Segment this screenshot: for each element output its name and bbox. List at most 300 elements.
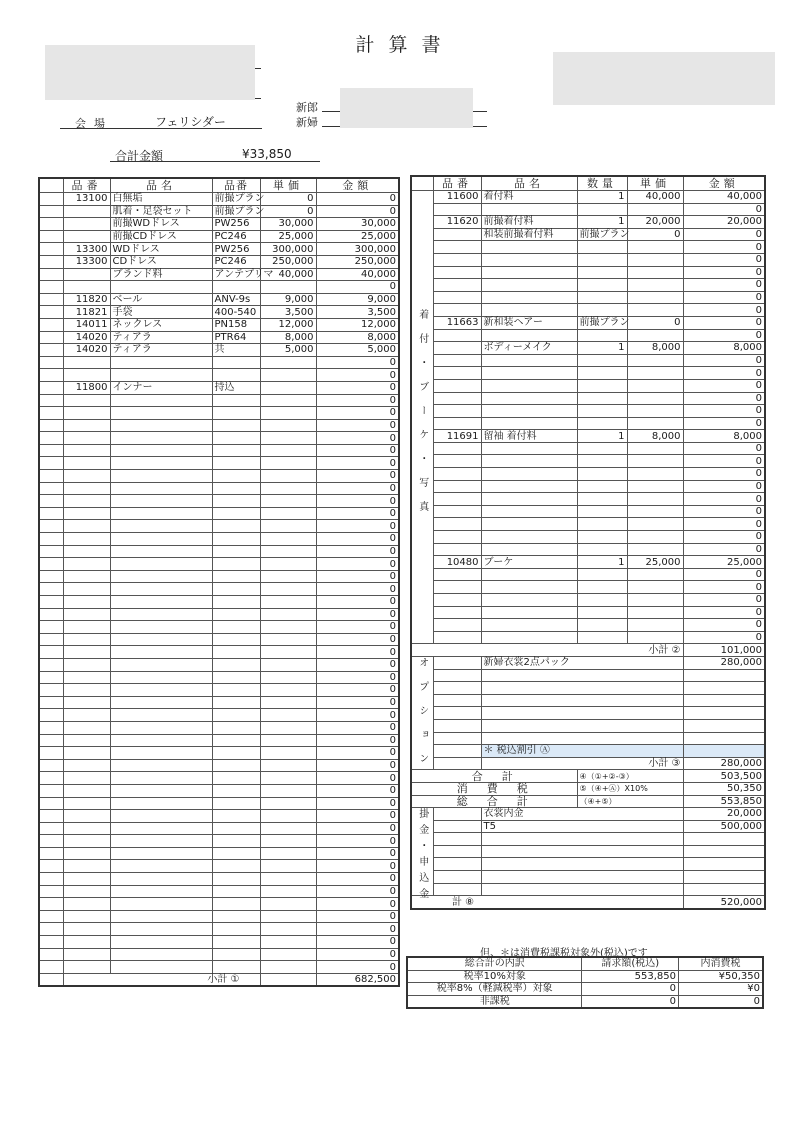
amount: 0	[316, 432, 399, 445]
unit-price	[260, 658, 316, 671]
amount: 0	[316, 898, 399, 911]
item-model	[212, 356, 260, 369]
amount: 9,000	[316, 293, 399, 306]
deposit-value: 500,000	[683, 820, 765, 833]
item-model	[212, 457, 260, 470]
item-code: 11600	[433, 191, 481, 204]
unit-price	[260, 596, 316, 609]
row-margin	[39, 646, 63, 659]
amount: 0	[316, 193, 399, 206]
item-name: 前撮CDドレス	[110, 230, 212, 243]
left-header-blank	[39, 178, 63, 193]
item-code	[63, 734, 110, 747]
item-model: PC246	[212, 255, 260, 268]
unit-price	[627, 518, 683, 531]
item-code	[63, 205, 110, 218]
item-code	[63, 810, 110, 823]
table-row	[411, 732, 765, 745]
right-header-amount: 金額	[683, 176, 765, 191]
unit-price	[260, 646, 316, 659]
item-qty	[577, 594, 627, 607]
amount: 0	[316, 356, 399, 369]
unit-price	[260, 558, 316, 571]
item-code	[63, 570, 110, 583]
item-qty	[577, 291, 627, 304]
table-row	[39, 873, 399, 886]
item-name	[110, 432, 212, 445]
table-row	[39, 961, 399, 974]
table-row	[39, 470, 399, 483]
item-model	[212, 784, 260, 797]
unit-price	[627, 631, 683, 644]
item-code	[63, 671, 110, 684]
item-name: CDドレス	[110, 255, 212, 268]
item-code	[63, 860, 110, 873]
unit-price	[260, 759, 316, 772]
item-qty	[577, 505, 627, 518]
item-name: 手袋	[110, 306, 212, 319]
table-row	[411, 644, 765, 657]
option-item-name: 新婦衣裳2点パック	[481, 656, 683, 669]
deposit-total-label: 計 ⑧	[411, 896, 683, 909]
deposit-name: 衣裳内金	[481, 808, 683, 821]
table-row	[39, 306, 399, 319]
table-row	[39, 381, 399, 394]
item-code	[63, 495, 110, 508]
item-name: ネックレス	[110, 318, 212, 331]
item-name: ベール	[110, 293, 212, 306]
row-margin	[39, 860, 63, 873]
sum-label: 合 計	[411, 770, 577, 783]
row-margin	[39, 344, 63, 357]
row-margin	[39, 495, 63, 508]
deposit-name	[481, 858, 683, 871]
left-header-price: 単価	[260, 178, 316, 193]
unit-price	[627, 304, 683, 317]
item-code	[63, 709, 110, 722]
item-name: WDドレス	[110, 243, 212, 256]
right-header-name: 品名	[481, 176, 577, 191]
deposit-value	[683, 845, 765, 858]
amount: 0	[316, 621, 399, 634]
amount: 0	[316, 948, 399, 961]
amount: 0	[316, 457, 399, 470]
item-code	[433, 442, 481, 455]
option-code	[433, 682, 481, 695]
table-row	[39, 923, 399, 936]
item-code	[433, 468, 481, 481]
amount: 0	[683, 568, 765, 581]
table-row	[411, 543, 765, 556]
amount: 0	[683, 594, 765, 607]
table-row	[39, 419, 399, 432]
unit-price: 8,000	[260, 331, 316, 344]
item-code	[433, 631, 481, 644]
item-qty	[577, 392, 627, 405]
unit-price	[627, 568, 683, 581]
item-name	[481, 417, 577, 430]
item-qty	[577, 468, 627, 481]
item-code	[433, 241, 481, 254]
total-amount-line	[110, 161, 320, 162]
deposit-total-value: 520,000	[683, 896, 765, 909]
table-row	[39, 444, 399, 457]
item-model	[212, 873, 260, 886]
unit-price: 3,500	[260, 306, 316, 319]
right-header-row	[411, 176, 765, 191]
unit-price	[627, 543, 683, 556]
table-row	[411, 417, 765, 430]
amount: 0	[683, 581, 765, 594]
item-code	[63, 721, 110, 734]
deposit-name	[481, 883, 683, 896]
total-amount-value: ¥33,850	[242, 147, 292, 161]
item-code: 11691	[433, 430, 481, 443]
unit-price	[627, 442, 683, 455]
row-margin	[39, 558, 63, 571]
item-qty	[577, 631, 627, 644]
unit-price: 9,000	[260, 293, 316, 306]
item-code	[63, 520, 110, 533]
item-code: 14011	[63, 318, 110, 331]
option-item-value	[683, 719, 765, 732]
row-margin	[39, 747, 63, 760]
unit-price	[260, 407, 316, 420]
amount: 0	[316, 570, 399, 583]
row-margin	[39, 621, 63, 634]
table-row	[411, 228, 765, 241]
table-row	[411, 505, 765, 518]
option-item-name	[481, 669, 683, 682]
unit-price	[627, 241, 683, 254]
item-model: ANV-9s	[212, 293, 260, 306]
item-name	[110, 810, 212, 823]
unit-price	[260, 495, 316, 508]
row-margin	[39, 545, 63, 558]
item-model: PTR64	[212, 331, 260, 344]
item-model	[212, 533, 260, 546]
table-row	[39, 318, 399, 331]
table-row	[411, 253, 765, 266]
amount: 0	[316, 646, 399, 659]
item-name	[481, 631, 577, 644]
item-code	[63, 407, 110, 420]
item-model	[212, 936, 260, 949]
amount: 25,000	[316, 230, 399, 243]
item-model	[212, 671, 260, 684]
table-row	[39, 482, 399, 495]
amount: 0	[683, 480, 765, 493]
amount: 0	[683, 329, 765, 342]
item-qty	[577, 279, 627, 292]
item-model	[212, 281, 260, 294]
item-name	[110, 507, 212, 520]
table-row	[411, 203, 765, 216]
amount: 0	[316, 873, 399, 886]
table-row	[411, 316, 765, 329]
amount: 0	[683, 417, 765, 430]
table-row	[411, 304, 765, 317]
table-row	[411, 581, 765, 594]
row-margin	[39, 218, 63, 231]
unit-price	[627, 468, 683, 481]
venue-value: フェリシダー	[155, 115, 226, 129]
table-row	[411, 871, 765, 884]
unit-price: 0	[627, 316, 683, 329]
table-row	[39, 885, 399, 898]
customer-underline-2	[255, 98, 261, 99]
item-name	[110, 407, 212, 420]
amount: 0	[316, 822, 399, 835]
unit-price	[260, 583, 316, 596]
item-name	[110, 784, 212, 797]
unit-price	[260, 457, 316, 470]
item-name	[110, 923, 212, 936]
item-code	[433, 568, 481, 581]
amount: 0	[683, 253, 765, 266]
option-code	[433, 745, 481, 758]
right-header-qty: 数量	[577, 176, 627, 191]
table-row	[411, 782, 765, 795]
deposit-code	[433, 820, 481, 833]
item-code	[63, 873, 110, 886]
item-model: PC246	[212, 230, 260, 243]
item-name: 和装前撮着付料	[481, 228, 577, 241]
unit-price	[260, 671, 316, 684]
unit-price	[627, 505, 683, 518]
deposit-code	[433, 883, 481, 896]
table-row	[39, 255, 399, 268]
unit-price	[260, 533, 316, 546]
amount: 0	[316, 847, 399, 860]
unit-price	[260, 444, 316, 457]
item-model	[212, 407, 260, 420]
item-model	[212, 419, 260, 432]
item-qty	[577, 493, 627, 506]
table-row	[39, 369, 399, 382]
redacted-customer-block	[45, 45, 255, 100]
unit-price	[260, 419, 316, 432]
amount: 0	[316, 772, 399, 785]
item-code	[63, 658, 110, 671]
item-code: 11663	[433, 316, 481, 329]
item-name	[481, 367, 577, 380]
table-row	[39, 218, 399, 231]
item-name	[110, 457, 212, 470]
row-margin	[39, 193, 63, 206]
amount: 0	[683, 354, 765, 367]
item-code	[63, 621, 110, 634]
item-model	[212, 658, 260, 671]
item-code	[63, 583, 110, 596]
breakdown-header-label: 総合計の内訳	[407, 957, 582, 970]
item-code: 11620	[433, 216, 481, 229]
row-margin	[39, 306, 63, 319]
unit-price	[260, 885, 316, 898]
amount: 0	[683, 493, 765, 506]
unit-price	[627, 619, 683, 632]
item-code	[63, 885, 110, 898]
unit-price	[260, 784, 316, 797]
item-name	[110, 835, 212, 848]
item-model: アンテプリマ	[212, 268, 260, 281]
table-row	[39, 608, 399, 621]
venue-line	[60, 128, 262, 129]
table-row	[39, 835, 399, 848]
row-margin	[39, 331, 63, 344]
item-name	[110, 583, 212, 596]
breakdown-row: 税率8%（軽減税率）対象 0 ¥0	[407, 983, 763, 996]
deposit-value	[683, 883, 765, 896]
table-row	[39, 847, 399, 860]
amount: 0	[316, 407, 399, 420]
item-model	[212, 444, 260, 457]
deposit-name: T5	[481, 820, 683, 833]
item-qty: 1	[577, 216, 627, 229]
amount: 5,000	[316, 344, 399, 357]
option-item-name	[481, 682, 683, 695]
item-model	[212, 923, 260, 936]
item-qty	[577, 329, 627, 342]
amount: 0	[683, 291, 765, 304]
row-margin	[39, 596, 63, 609]
item-model	[212, 759, 260, 772]
item-name: 新和装ヘアー	[481, 316, 577, 329]
unit-price	[260, 797, 316, 810]
unit-price	[627, 493, 683, 506]
item-model	[212, 772, 260, 785]
amount: 0	[316, 684, 399, 697]
row-margin	[39, 381, 63, 394]
table-row	[39, 293, 399, 306]
item-qty: 前撮プラン	[577, 316, 627, 329]
item-model	[212, 747, 260, 760]
amount: 40,000	[683, 191, 765, 204]
unit-price	[260, 873, 316, 886]
item-name	[481, 543, 577, 556]
item-model	[212, 633, 260, 646]
unit-price	[260, 898, 316, 911]
table-row	[39, 671, 399, 684]
table-row	[39, 558, 399, 571]
table-row	[39, 633, 399, 646]
table-row	[411, 858, 765, 871]
unit-price	[260, 910, 316, 923]
bride-label: 新婦	[296, 116, 318, 129]
table-row	[39, 822, 399, 835]
item-name	[481, 468, 577, 481]
item-name	[481, 379, 577, 392]
item-name	[110, 885, 212, 898]
item-model	[212, 810, 260, 823]
unit-price: 25,000	[627, 556, 683, 569]
amount: 0	[683, 518, 765, 531]
row-margin	[39, 822, 63, 835]
table-row	[39, 495, 399, 508]
amount: 250,000	[316, 255, 399, 268]
table-row	[39, 596, 399, 609]
amount: 0	[316, 533, 399, 546]
row-margin	[39, 684, 63, 697]
sum-value: 503,500	[683, 770, 765, 783]
amount: 0	[683, 392, 765, 405]
deposit-name	[481, 871, 683, 884]
subtotal2-value: 101,000	[683, 644, 765, 657]
item-name	[481, 279, 577, 292]
item-qty	[577, 619, 627, 632]
amount: 40,000	[316, 268, 399, 281]
amount: 0	[683, 241, 765, 254]
amount: 0	[683, 531, 765, 544]
row-margin	[39, 898, 63, 911]
item-name	[110, 961, 212, 974]
right-items-table	[410, 175, 766, 910]
row-margin	[39, 356, 63, 369]
item-model	[212, 910, 260, 923]
item-code: 13300	[63, 243, 110, 256]
option-code	[433, 732, 481, 745]
item-code	[63, 772, 110, 785]
item-model	[212, 898, 260, 911]
item-name	[110, 696, 212, 709]
item-name	[110, 545, 212, 558]
item-model: 400-540	[212, 306, 260, 319]
amount: 0	[316, 936, 399, 949]
table-row	[39, 910, 399, 923]
table-row	[411, 480, 765, 493]
table-row	[39, 898, 399, 911]
item-code	[63, 847, 110, 860]
item-code	[63, 910, 110, 923]
item-name	[481, 493, 577, 506]
row-margin	[39, 873, 63, 886]
amount: 0	[683, 228, 765, 241]
item-qty: 1	[577, 556, 627, 569]
deposit-code	[433, 871, 481, 884]
table-row	[411, 833, 765, 846]
item-qty: 1	[577, 342, 627, 355]
unit-price	[260, 381, 316, 394]
option-item-value	[683, 732, 765, 745]
item-name: ブランド料	[110, 268, 212, 281]
item-name	[110, 369, 212, 382]
table-row	[39, 205, 399, 218]
item-name	[481, 606, 577, 619]
item-qty	[577, 367, 627, 380]
item-qty	[577, 354, 627, 367]
item-qty	[577, 543, 627, 556]
tax-discount-label: ＊ 税込割引 Ⓐ	[481, 745, 683, 758]
unit-price: 0	[260, 193, 316, 206]
unit-price: 300,000	[260, 243, 316, 256]
unit-price	[260, 709, 316, 722]
row-margin	[39, 369, 63, 382]
amount: 0	[316, 747, 399, 760]
table-row	[411, 795, 765, 808]
unit-price	[627, 606, 683, 619]
amount: 25,000	[683, 556, 765, 569]
item-name	[481, 531, 577, 544]
amount: 0	[316, 281, 399, 294]
unit-price	[260, 936, 316, 949]
unit-price	[627, 279, 683, 292]
row-margin	[39, 721, 63, 734]
groom-label: 新郎	[296, 101, 318, 114]
redacted-names	[340, 88, 473, 128]
left-subtotal-label: 小計 ①	[63, 973, 260, 986]
table-row	[411, 707, 765, 720]
item-model	[212, 470, 260, 483]
